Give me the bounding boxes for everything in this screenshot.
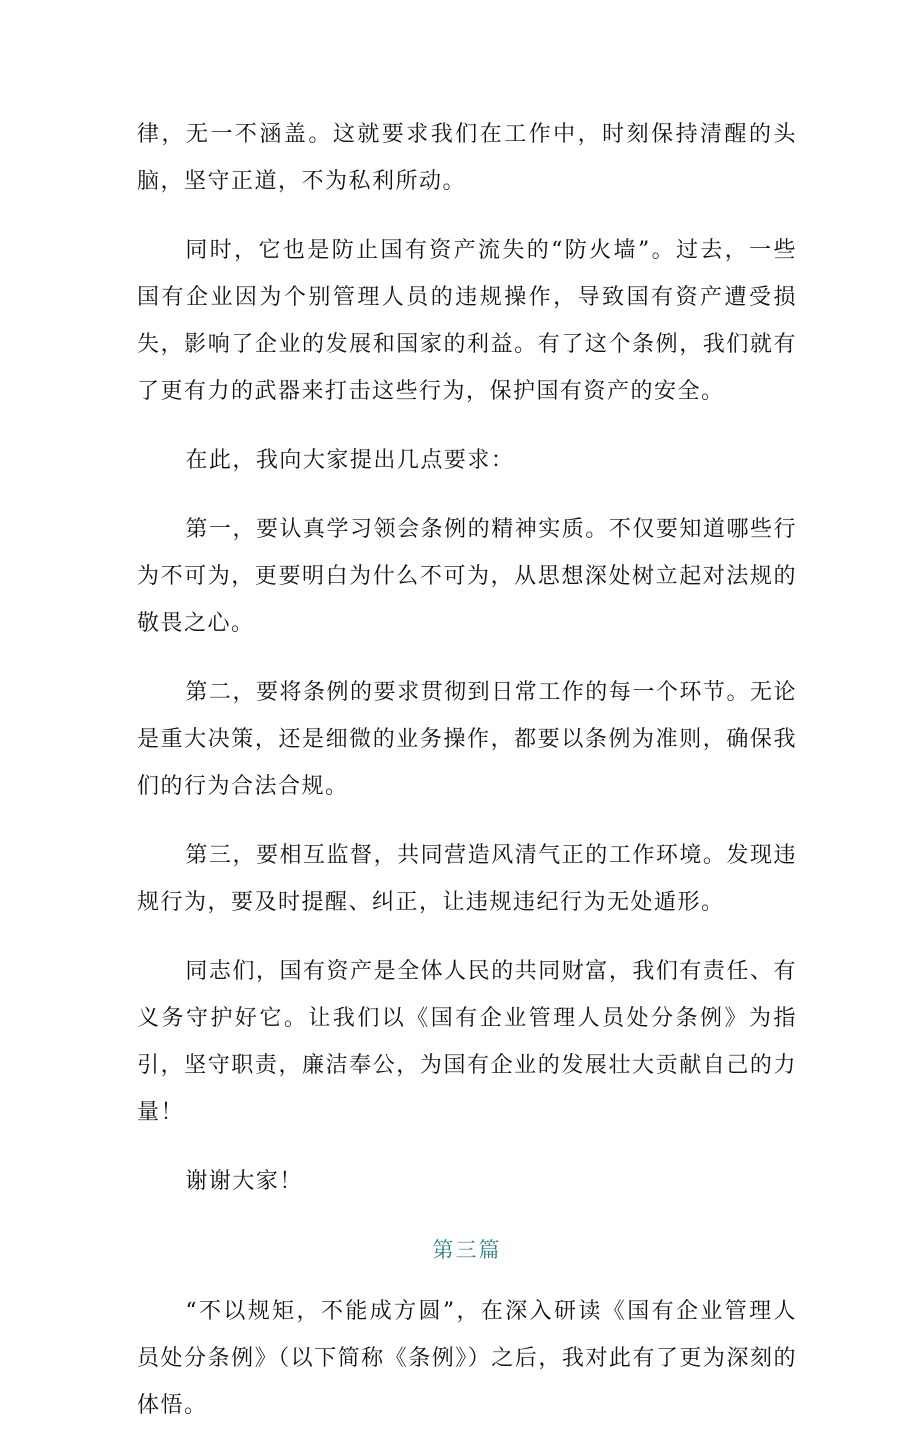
- paragraph-firewall: 同时，它也是防止国有资产流失的“防火墙”。过去，一些国有企业因为个别管理人员的违规操作，导致国有资产遭受损失，影响了企业的发展和国家的利益。有了这个条例，我们就有了更有力的武器来打击这些行为，保护国有资产的安全。: [137, 238, 797, 404]
- document-body: [137, 111, 797, 1451]
- section-title: 第三篇: [432, 1238, 502, 1262]
- paragraph-closing-call: 同志们，国有资产是全体人民的共同财富，我们有责任、有义务守护好它。让我们以《国有企业管理人员处分条例》为指引，坚守职责，廉洁奉公，为国有企业的发展壮大贡献自己的力量！: [137, 959, 797, 1125]
- paragraph-requirements-intro: 在此，我向大家提出几点要求：: [185, 448, 515, 473]
- paragraph-requirement-third: 第三，要相互监督，共同营造风清气正的工作环境。发现违规行为，要及时提醒、纠正，让违规违纪行为无处遁形。: [137, 843, 797, 915]
- paragraph-requirement-first: 第一，要认真学习领会条例的精神实质。不仅要知道哪些行为不可为，更要明白为什么不可为，从思想深处树立起对法规的敬畏之心。: [137, 517, 797, 636]
- paragraph-section-three-opening: “不以规矩，不能成方圆”，在深入研读《国有企业管理人员处分条例》（以下简称《条例》）之后，我对此有了更为深刻的体悟。: [137, 1299, 797, 1418]
- paragraph-thanks: 谢谢大家！: [185, 1169, 303, 1194]
- paragraph-requirement-second: 第二，要将条例的要求贯彻到日常工作的每一个环节。无论是重大决策，还是细微的业务操作，都要以条例为准则，确保我们的行为合法合规。: [137, 680, 797, 799]
- paragraph-continuation: 律，无一不涵盖。这就要求我们在工作中，时刻保持清醒的头脑，坚守正道，不为私利所动。: [137, 122, 797, 194]
